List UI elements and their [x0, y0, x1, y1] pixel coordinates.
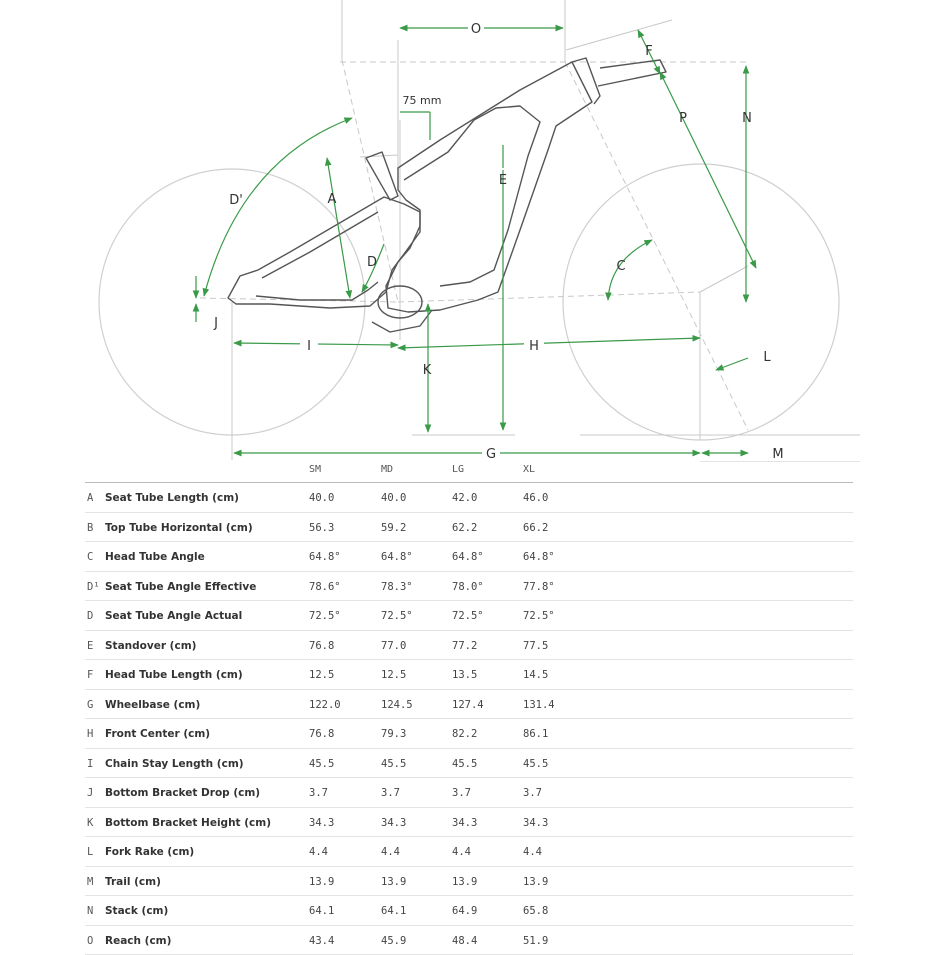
table-body — [85, 483, 853, 955]
label-F: F — [645, 44, 652, 59]
label-H: H — [529, 339, 539, 354]
row-value-sm: 43.4 — [309, 935, 334, 947]
row-value-sm: 64.1 — [309, 905, 334, 917]
row-key: N — [87, 905, 93, 917]
row-value-lg: 77.2 — [452, 640, 477, 652]
row-value-xl: 13.9 — [523, 876, 548, 888]
row-label: Seat Tube Length (cm) — [105, 492, 239, 504]
label-O: O — [471, 22, 481, 37]
table-row — [85, 837, 853, 867]
table-row — [85, 926, 853, 955]
row-key: B — [87, 522, 93, 534]
row-label: Reach (cm) — [105, 935, 171, 947]
row-value-md: 78.3° — [381, 581, 413, 593]
row-label: Standover (cm) — [105, 640, 196, 652]
dim-L — [716, 358, 748, 370]
row-label: Bottom Bracket Drop (cm) — [105, 787, 260, 799]
row-value-xl: 4.4 — [523, 846, 542, 858]
row-value-lg: 45.5 — [452, 758, 477, 770]
label-A: A — [328, 192, 337, 207]
row-key: D — [87, 610, 93, 622]
row-value-sm: 76.8 — [309, 728, 334, 740]
row-value-sm: 3.7 — [309, 787, 328, 799]
row-value-lg: 127.4 — [452, 699, 484, 711]
row-key: D¹ — [87, 581, 100, 593]
row-value-lg: 72.5° — [452, 610, 484, 622]
row-key: I — [87, 758, 93, 770]
row-value-md: 40.0 — [381, 492, 406, 504]
row-key: H — [87, 728, 93, 740]
row-label: Front Center (cm) — [105, 728, 210, 740]
dimension-lines — [196, 28, 756, 453]
size-xl-header: XL — [523, 464, 535, 475]
front-wheel — [563, 164, 839, 440]
row-key: O — [87, 935, 93, 947]
label-75mm: 75 mm — [403, 94, 442, 107]
row-value-md: 45.5 — [381, 758, 406, 770]
row-value-xl: 65.8 — [523, 905, 548, 917]
size-md-header: MD — [381, 464, 393, 475]
bike-geometry-diagram — [0, 0, 940, 462]
row-value-sm: 76.8 — [309, 640, 334, 652]
label-I: I — [307, 339, 311, 354]
label-J: J — [213, 316, 218, 331]
table-row — [85, 719, 853, 749]
table-row — [85, 690, 853, 720]
label-G: G — [486, 447, 496, 462]
row-value-xl: 86.1 — [523, 728, 548, 740]
table-row — [85, 896, 853, 926]
row-value-md: 72.5° — [381, 610, 413, 622]
table-row — [85, 631, 853, 661]
table-row — [85, 513, 853, 543]
row-value-xl: 64.8° — [523, 551, 555, 563]
row-value-md: 3.7 — [381, 787, 400, 799]
reference-lines — [200, 0, 860, 462]
row-value-sm: 72.5° — [309, 610, 341, 622]
row-value-xl: 3.7 — [523, 787, 542, 799]
row-key: L — [87, 846, 93, 858]
row-value-sm: 40.0 — [309, 492, 334, 504]
row-key: A — [87, 492, 93, 504]
row-value-xl: 72.5° — [523, 610, 555, 622]
row-value-xl: 51.9 — [523, 935, 548, 947]
row-value-xl: 14.5 — [523, 669, 548, 681]
table-row — [85, 867, 853, 897]
label-C: C — [616, 259, 625, 274]
row-value-lg: 82.2 — [452, 728, 477, 740]
table-row — [85, 572, 853, 602]
row-value-md: 64.8° — [381, 551, 413, 563]
row-label: Top Tube Horizontal (cm) — [105, 522, 253, 534]
row-value-lg: 42.0 — [452, 492, 477, 504]
row-key: J — [87, 787, 93, 799]
table-row — [85, 601, 853, 631]
row-value-lg: 3.7 — [452, 787, 471, 799]
row-key: E — [87, 640, 93, 652]
row-label: Chain Stay Length (cm) — [105, 758, 244, 770]
label-E: E — [499, 173, 507, 188]
size-sm-header: SM — [309, 464, 321, 475]
row-value-xl: 77.8° — [523, 581, 555, 593]
row-value-md: 77.0 — [381, 640, 406, 652]
table-row — [85, 749, 853, 779]
row-value-md: 79.3 — [381, 728, 406, 740]
bike-frame — [228, 58, 666, 332]
row-value-sm: 122.0 — [309, 699, 341, 711]
table-header — [85, 462, 853, 483]
row-value-md: 124.5 — [381, 699, 413, 711]
row-value-sm: 64.8° — [309, 551, 341, 563]
row-label: Trail (cm) — [105, 876, 161, 888]
table-row — [85, 483, 853, 513]
row-value-md: 4.4 — [381, 846, 400, 858]
row-value-sm: 78.6° — [309, 581, 341, 593]
row-value-md: 64.1 — [381, 905, 406, 917]
row-label: Stack (cm) — [105, 905, 168, 917]
row-value-sm: 4.4 — [309, 846, 328, 858]
row-label: Seat Tube Angle Effective — [105, 581, 256, 593]
label-L: L — [763, 350, 771, 365]
row-value-xl: 66.2 — [523, 522, 548, 534]
row-value-sm: 45.5 — [309, 758, 334, 770]
row-value-xl: 131.4 — [523, 699, 555, 711]
table-row — [85, 660, 853, 690]
row-value-lg: 64.8° — [452, 551, 484, 563]
row-value-lg: 13.5 — [452, 669, 477, 681]
row-value-lg: 4.4 — [452, 846, 471, 858]
row-value-sm: 56.3 — [309, 522, 334, 534]
row-value-md: 45.9 — [381, 935, 406, 947]
row-value-xl: 45.5 — [523, 758, 548, 770]
label-M: M — [772, 447, 783, 462]
row-value-md: 34.3 — [381, 817, 406, 829]
row-value-lg: 13.9 — [452, 876, 477, 888]
row-value-sm: 13.9 — [309, 876, 334, 888]
row-value-md: 12.5 — [381, 669, 406, 681]
row-value-lg: 34.3 — [452, 817, 477, 829]
geometry-table — [85, 462, 853, 955]
row-value-sm: 34.3 — [309, 817, 334, 829]
row-key: F — [87, 669, 93, 681]
row-key: K — [87, 817, 93, 829]
row-label: Seat Tube Angle Actual — [105, 610, 242, 622]
row-label: Bottom Bracket Height (cm) — [105, 817, 271, 829]
row-key: M — [87, 876, 93, 888]
row-value-md: 13.9 — [381, 876, 406, 888]
label-N: N — [742, 111, 752, 126]
size-lg-header: LG — [452, 464, 464, 475]
row-key: C — [87, 551, 93, 563]
label-D: D — [367, 255, 377, 270]
row-label: Head Tube Length (cm) — [105, 669, 243, 681]
table-row — [85, 542, 853, 572]
table-row — [85, 808, 853, 838]
row-label: Fork Rake (cm) — [105, 846, 194, 858]
row-key: G — [87, 699, 93, 711]
dim-H — [398, 338, 700, 348]
row-value-lg: 64.9 — [452, 905, 477, 917]
row-value-lg: 62.2 — [452, 522, 477, 534]
row-value-xl: 46.0 — [523, 492, 548, 504]
row-value-lg: 78.0° — [452, 581, 484, 593]
row-label: Wheelbase (cm) — [105, 699, 200, 711]
dim-C — [608, 240, 652, 300]
row-value-lg: 48.4 — [452, 935, 477, 947]
label-Dprime: D' — [229, 193, 243, 208]
row-value-md: 59.2 — [381, 522, 406, 534]
label-K: K — [423, 363, 432, 378]
table-row — [85, 778, 853, 808]
row-value-xl: 34.3 — [523, 817, 548, 829]
row-value-sm: 12.5 — [309, 669, 334, 681]
row-value-xl: 77.5 — [523, 640, 548, 652]
label-P: P — [679, 111, 687, 126]
row-label: Head Tube Angle — [105, 551, 205, 563]
